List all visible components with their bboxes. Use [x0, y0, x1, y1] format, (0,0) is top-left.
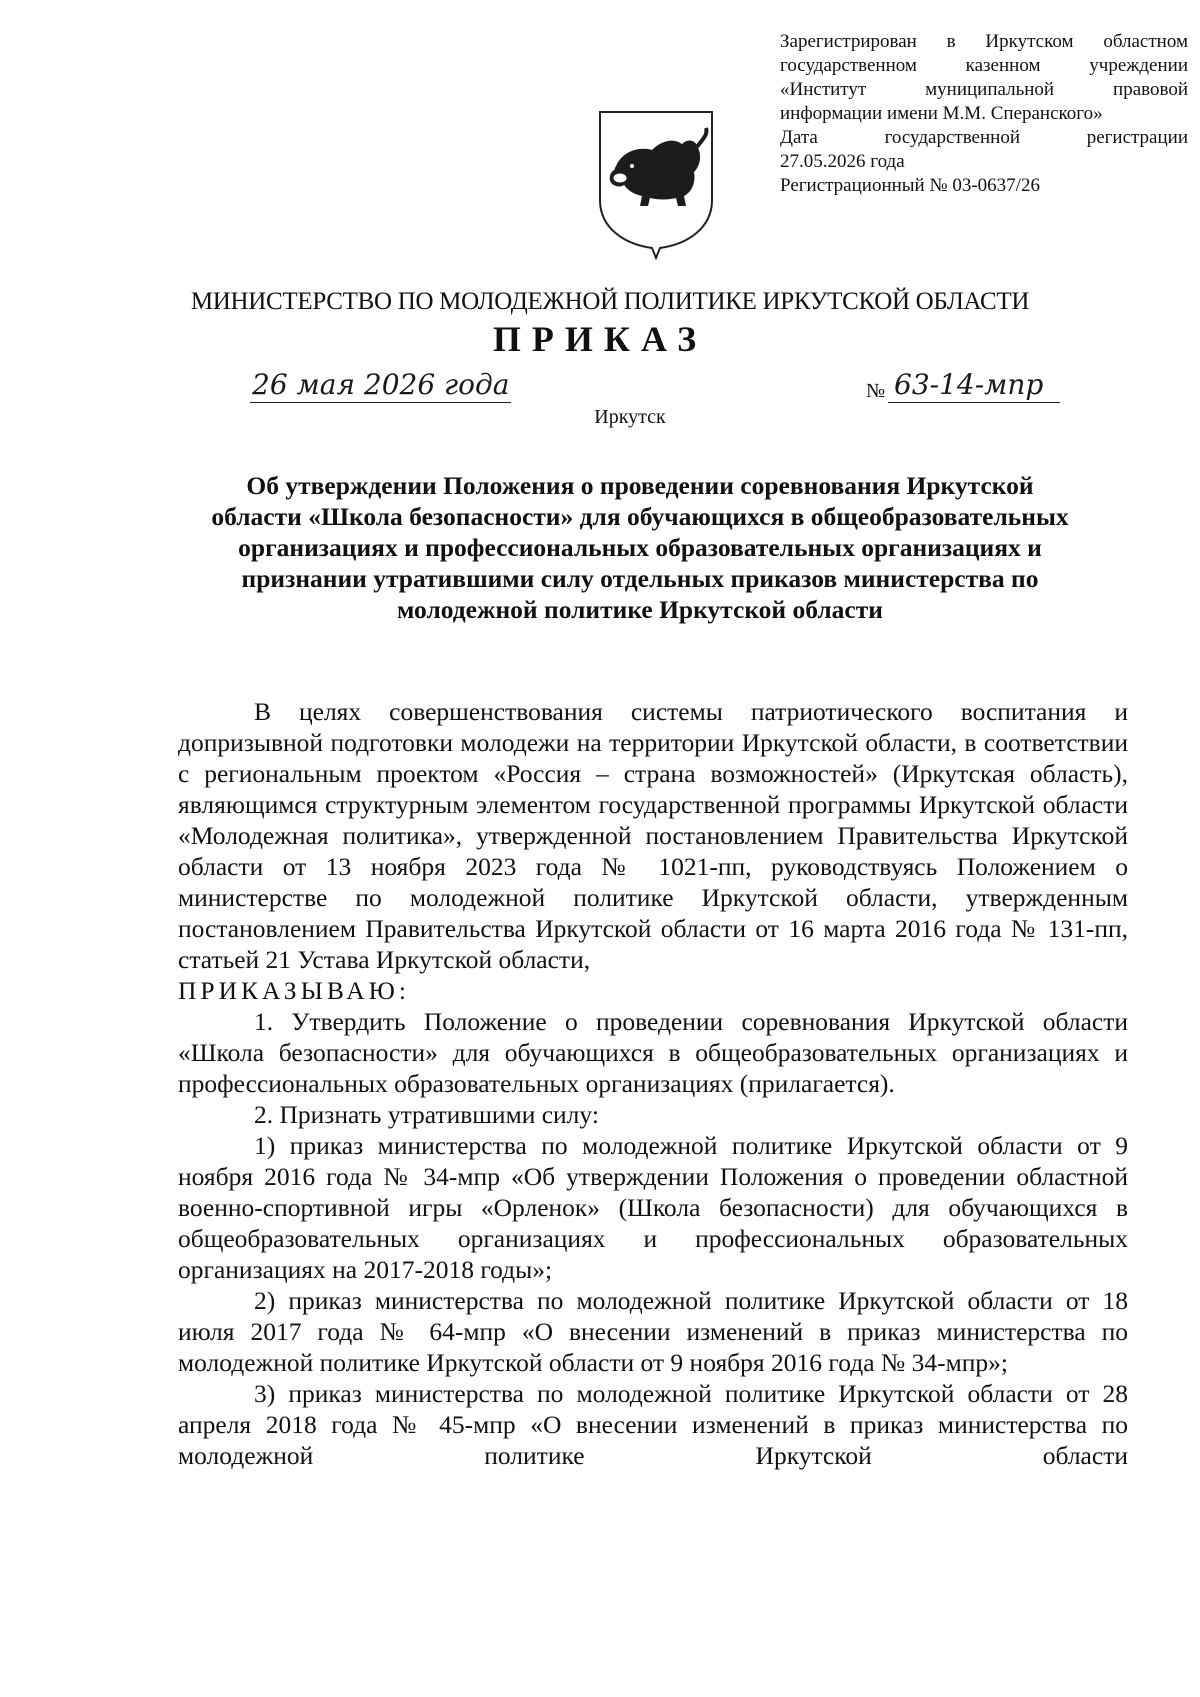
order-title: ПРИКАЗ — [492, 319, 708, 359]
order-item-2: 2. Признать утратившими силу: — [254, 1100, 599, 1129]
city-name: Иркутск — [594, 406, 666, 428]
sable-coat-of-arms-icon — [596, 108, 716, 260]
order-body — [178, 696, 1128, 1471]
order-item-1: 1. Утвердить Положение о проведении соревнования Иркутской области «Школа безопасности» для обучающихся в общеобразовательных организациях и профессиональных образовательных организациях (прилагается). — [178, 1007, 1128, 1098]
order-number-prefix: № — [866, 380, 886, 402]
order-subitem-2-1: 1) приказ министерства по молодежной политике Иркутской области от 9 ноября 2016 года № 34-мпр «Об утверждении Положения о проведении областной военно-спортивной игры «Орленок» (Школа безопасности) для обучающихся в общеобразовательных организациях и профессиональных образовательных организациях на 2017-2018 годы»; — [178, 1131, 1128, 1284]
ministry-name: МИНИСТЕРСТВО ПО МОЛОДЕЖНОЙ ПОЛИТИКЕ ИРКУТСКОЙ ОБЛАСТИ — [190, 288, 1030, 315]
registration-line: Дата государственной регистрации — [780, 127, 1188, 148]
order-subitem-2-2: 2) приказ министерства по молодежной политике Иркутской области от 18 июля 2017 года № 64-мпр «О внесении изменений в приказ министерства по молодежной политике Иркутской области от 9 ноября 2016 года № 34-мпр»; — [178, 1286, 1128, 1377]
order-subject: Об утверждении Положения о проведении соревнования Иркутской области «Школа безопасности» для обучающихся в общеобразовательных организациях и профессиональных образовательных организациях и признании утратившими силу отдельных приказов министерства по молодежной политике Иркутской области — [211, 471, 1069, 624]
prikazyvayu-heading: ПРИКАЗЫВАЮ: — [178, 976, 410, 1005]
handwritten-date: 26 мая 2026 года — [252, 368, 510, 401]
registration-number: Регистрационный № 03-0637/26 — [780, 175, 1040, 196]
handwritten-order-number: 63-14-мпр — [888, 368, 1060, 403]
registration-line: информации имени М.М. Сперанского» — [780, 103, 1103, 124]
registration-line: государственном казенном учреждении — [780, 55, 1188, 76]
registration-line: «Институт муниципальной правовой — [780, 79, 1188, 100]
order-subitem-2-3: 3) приказ министерства по молодежной политике Иркутской области от 28 апреля 2018 года № 45-мпр «О внесении изменений в приказ министерства по молодежной политике Иркутской области — [178, 1379, 1128, 1470]
registration-date: 27.05.2026 года — [780, 151, 905, 172]
registration-stamp — [780, 30, 1188, 198]
registration-line: Зарегистрирован в Иркутском областном — [780, 31, 1188, 52]
preamble-paragraph: В целях совершенствования системы патриотического воспитания и допризывной подготовки молодежи на территории Иркутской области, в соответствии с региональным проектом «Россия – страна возможностей» (Иркутская область), являющимся структурным элементом государственной программы Иркутской области «Молодежная политика», утвержденной постановлением Правительства Иркутской области от 13 ноября 2023 года № 1021-пп, руководствуясь Положением о министерстве по молодежной политике Иркутской области, утвержденным постановлением Правительства Иркутской области от 16 марта 2016 года № 131-пп, статьей 21 Устава Иркутской области, — [178, 697, 1128, 974]
